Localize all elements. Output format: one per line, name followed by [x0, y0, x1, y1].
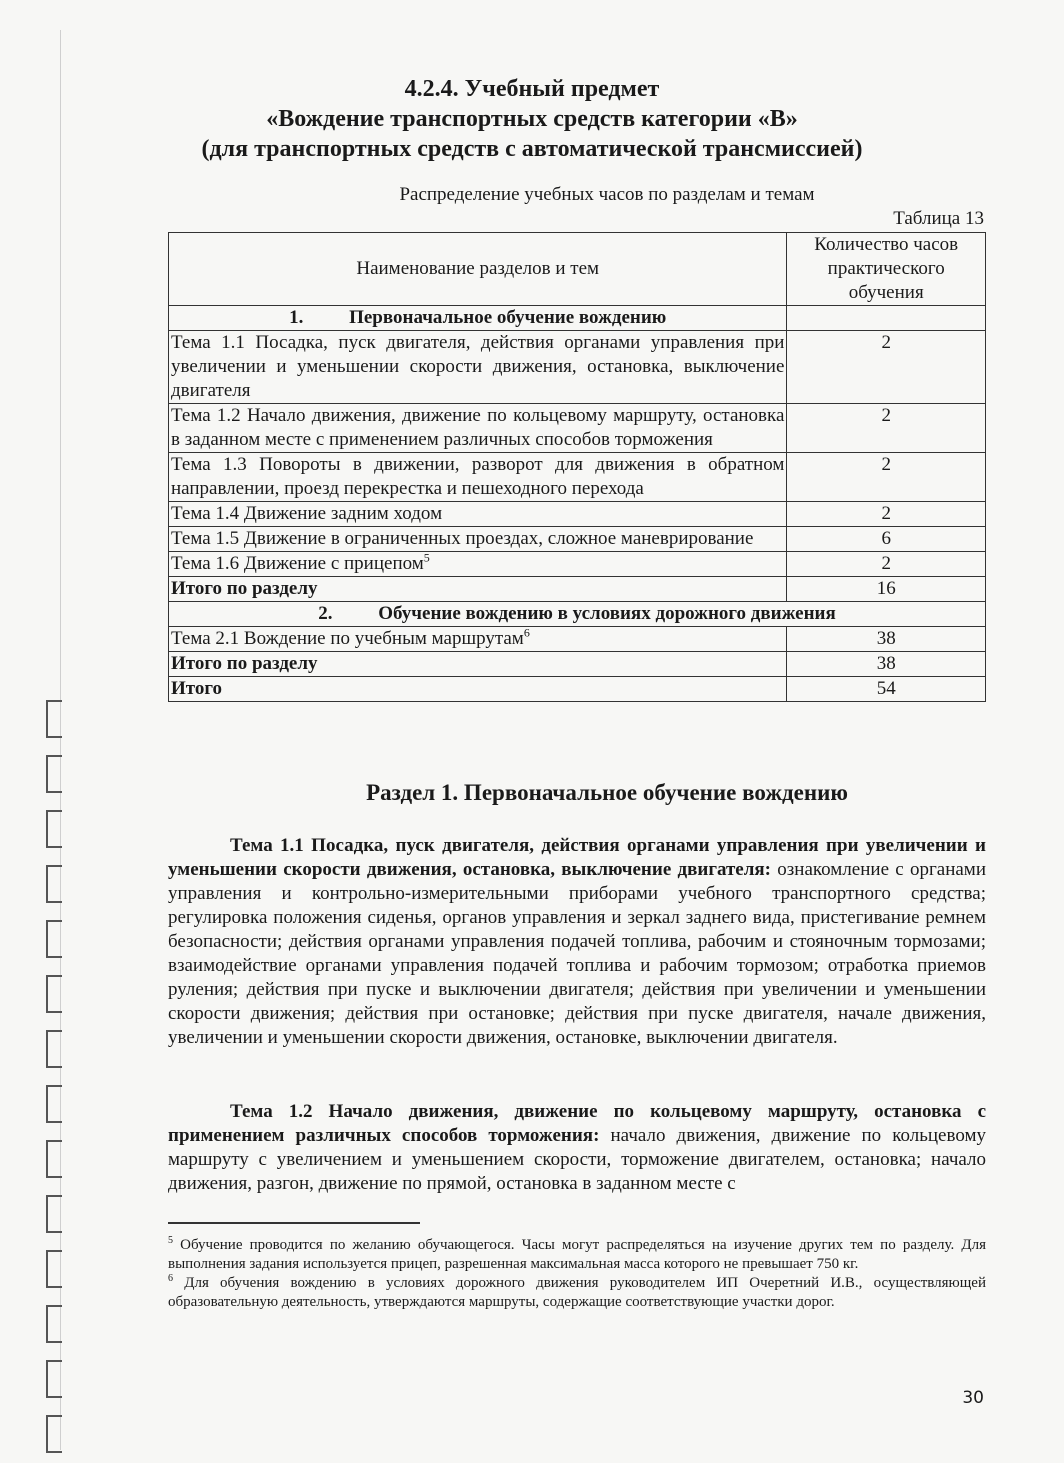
subtotal-row [169, 652, 986, 677]
topic-text: Тема 2.1 Вождение по учебным маршрутам [171, 628, 524, 649]
table-caption: Распределение учебных часов по разделам и темам [399, 184, 815, 205]
subtotal-label: Итого по разделу [169, 652, 787, 677]
subtotal-hours: 38 [787, 652, 986, 677]
hours-cell: 2 [787, 331, 986, 404]
footnote-mark: 6 [168, 1273, 173, 1284]
paragraph-lead: Тема 1.1 Посадка, пуск двигателя, действия органами управления при увеличении и уменьшении скорости движения, остановка, выключение двигателя: [168, 835, 986, 880]
table-row [169, 331, 986, 404]
table-row [169, 502, 986, 527]
hours-cell: 2 [787, 552, 986, 577]
footnote-text: Для обучения вождению в условиях дорожного движения руководителем ИП Очеретний И.В., осуществляющей образовательную деятельность, утверждаются маршруты, содержащие соответствующие участки дорог. [168, 1275, 986, 1310]
table-header-row [169, 233, 986, 306]
table-row [169, 404, 986, 453]
subtotal-row [169, 577, 986, 602]
topic-cell [169, 552, 787, 577]
table-row [169, 527, 986, 552]
section-1-row [169, 306, 986, 331]
table-row [169, 453, 986, 502]
footnote-ref: 5 [423, 550, 430, 565]
hours-table [168, 232, 986, 702]
topic-cell: Тема 1.4 Движение задним ходом [169, 502, 787, 527]
topic-cell: Тема 1.3 Повороты в движении, разворот для движения в обратном направлении, проезд перекрестка и пешеходного перехода [169, 453, 787, 502]
footnote-mark: 5 [168, 1235, 173, 1246]
table-row [169, 627, 986, 652]
footnote-separator [168, 1222, 420, 1224]
topic-text: Тема 1.6 Движение с прицепом [171, 553, 424, 574]
document-title [0, 74, 1064, 164]
footnote-5 [168, 1236, 986, 1274]
table-number: Таблица 13 [893, 208, 984, 229]
total-hours: 54 [787, 677, 986, 702]
page-number: 30 [962, 1388, 984, 1408]
hours-cell: 2 [787, 453, 986, 502]
section-1-title: Первоначальное обучение вождению [349, 307, 667, 328]
footnote-ref: 6 [523, 625, 530, 640]
footnote-6 [168, 1274, 986, 1312]
title-line-2: «Вождение транспортных средств категории «B» [266, 106, 798, 132]
footnote-text: Обучение проводится по желанию обучающегося. Часы могут распределяться на изучение других тем по разделу. Для выполнения задания используется прицеп, разрешенная максимальная масса которого не превышает 750 кг. [168, 1237, 986, 1272]
binding-marks [40, 700, 70, 1460]
paragraph-topic-1-2 [168, 1100, 986, 1196]
subtotal-label: Итого по разделу [169, 577, 787, 602]
footnotes [168, 1236, 986, 1312]
paragraph-text: начало движения, движение по кольцевому маршруту с увеличением и уменьшением скорости, торможение двигателем, остановка; начало движения, разгон, движение по прямой, остановка в заданном месте с [168, 1125, 986, 1194]
hours-cell: 2 [787, 502, 986, 527]
section-2-row [169, 602, 986, 627]
section-2-number: 2. [318, 603, 333, 624]
hours-cell: 6 [787, 527, 986, 552]
section-2-title: Обучение вождению в условиях дорожного движения [378, 603, 836, 624]
section-1-number: 1. [289, 307, 304, 328]
paragraph-topic-1-1 [168, 834, 986, 1050]
hours-cell: 2 [787, 404, 986, 453]
topic-cell: Тема 1.5 Движение в ограниченных проездах, сложное маневрирование [169, 527, 787, 552]
topic-cell: Тема 1.1 Посадка, пуск двигателя, действия органами управления при увеличении и уменьшении скорости движения, остановка, выключение двигателя [169, 331, 787, 404]
total-row [169, 677, 986, 702]
topic-cell: Тема 1.2 Начало движения, движение по кольцевому маршруту, остановка в заданном месте с применением различных способов торможения [169, 404, 787, 453]
paragraph-text: ознакомление с органами управления и контрольно-измерительными приборами учебного транспортного средства; регулировка положения сиденья, органов управления и зеркал заднего вида, пристегивание ремнем безопасности; действия органами управления подачей топлива, рабочим и стояночным тормозами; взаимодействие органами управления подачей топлива и рабочим тормозом; отработка приемов руления; действия при пуске и выключении двигателя; действия при увеличении и уменьшении скорости движения; действия при остановке; действия при пуске двигателя, начале движения, увеличении и уменьшении скорости движения, остановке, выключении двигателя. [168, 859, 986, 1048]
title-line-1: 4.2.4. Учебный предмет [404, 76, 660, 102]
header-hours: Количество часов практического обучения [787, 233, 986, 306]
header-name: Наименование разделов и тем [169, 233, 787, 306]
hours-cell: 38 [787, 627, 986, 652]
title-line-3: (для транспортных средств с автоматической трансмиссией) [201, 136, 863, 162]
paragraph-lead: Тема 1.2 Начало движения, движение по кольцевому маршруту, остановка с применением различных способов торможения: [168, 1101, 986, 1146]
section-heading: Раздел 1. Первоначальное обучение вождению [366, 780, 848, 805]
topic-cell [169, 627, 787, 652]
subtotal-hours: 16 [787, 577, 986, 602]
table-row [169, 552, 986, 577]
total-label: Итого [169, 677, 787, 702]
